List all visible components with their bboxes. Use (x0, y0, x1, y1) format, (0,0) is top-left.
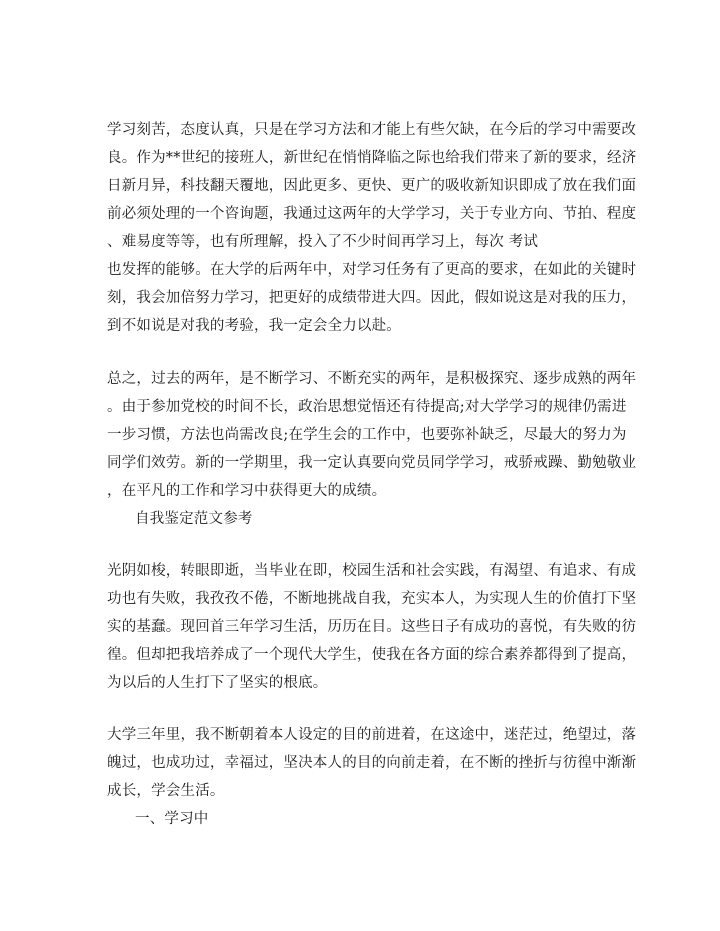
paragraph-4-line-1: 大学三年里，我不断朝着本人设定的目的前进着，在这途中，迷茫过，绝望过，落 (107, 727, 637, 743)
paragraph-1-line-4: 前必须处理的一个咨询题，我通过这两年的大学学习，关于专业方向、节拍、程度 (107, 206, 637, 222)
paragraph-1-line-8: 到不如说是对我的考验，我一定会全力以赴。 (107, 318, 401, 334)
paragraph-1-line-7: 刻，我会加倍努力学习，把更好的成绩带进大四。因此，假如说这是对我的压力， (107, 290, 637, 306)
section-heading: 一、学习中 (135, 811, 209, 827)
paragraph-3-line-5: 为以后的人生打下了坚实的根底。 (107, 675, 328, 691)
paragraph-1-line-2: 良。作为**世纪的接班人，新世纪在悄悄降临之际也给我们带来了新的要求，经济 (107, 150, 637, 166)
paragraph-2-line-1: 总之，过去的两年，是不断学习、不断充实的两年，是积极探究、逐步成熟的两年 (107, 371, 637, 387)
paragraph-4-line-2: 魄过，也成功过，幸福过，坚决本人的目的向前走着，在不断的挫折与彷徨中渐渐 (107, 755, 637, 771)
paragraph-1-line-3: 日新月异，科技翻天覆地，因此更多、更快、更广的吸收新知识即成了放在我们面 (107, 178, 637, 194)
paragraph-2-line-2: 。由于参加党校的时间不长，政治思想觉悟还有待提高;对大学学习的规律仍需进 (107, 399, 627, 415)
paragraph-2-line-4: 同学们效劳。新的一学期里，我一定认真要向党员同学学习，戒骄戒躁、勤勉敬业 (107, 455, 637, 471)
paragraph-3-line-4: 徨。但却把我培养成了一个现代大学生，使我在各方面的综合素养都得到了提高， (107, 647, 637, 663)
paragraph-1-line-1: 学习刻苦，态度认真，只是在学习方法和才能上有些欠缺，在今后的学习中需要改 (107, 122, 637, 138)
paragraph-2-line-3: 一步习惯，方法也尚需改良;在学生会的工作中，也要弥补缺乏，尽最大的努力为 (107, 427, 627, 443)
paragraph-4-line-3: 成长，学会生活。 (107, 783, 225, 799)
paragraph-3-line-2: 功也有失败，我孜孜不倦，不断地挑战自我，充实本人，为实现人生的价值打下坚 (107, 591, 637, 607)
paragraph-1-line-5: 、难易度等等，也有所理解，投入了不少时间再学习上，每次 考试 (107, 234, 539, 250)
paragraph-1-line-6: 也发挥的能够。在大学的后两年中，对学习任务有了更高的要求，在如此的关键时 (107, 262, 637, 278)
paragraph-3-line-3: 实的基蠢。现回首三年学习生活，历历在目。这些日子有成功的喜悦，有失败的彷 (107, 619, 637, 635)
paragraph-2-line-5: ，在平凡的工作和学习中获得更大的成绩。 (107, 483, 387, 499)
reference-heading: 自我鉴定范文参考 (135, 511, 253, 527)
paragraph-3-line-1: 光阴如梭，转眼即逝，当毕业在即，校园生活和社会实践，有渴望、有追求、有成 (107, 563, 637, 579)
